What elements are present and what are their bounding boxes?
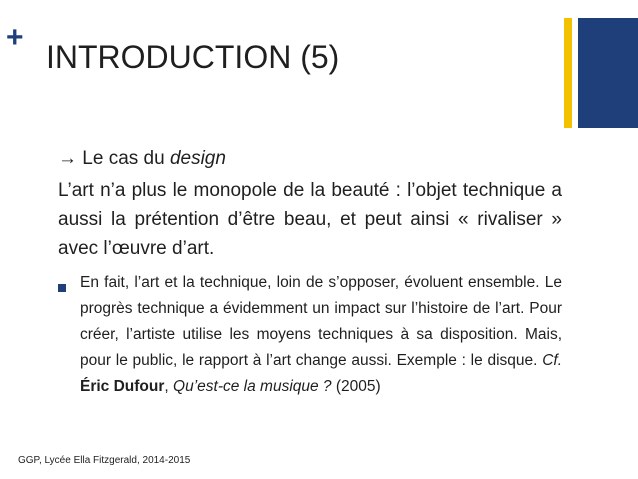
bullet-text: En fait, l’art et la technique, loin de s’opposer, évoluent ensemble. Le progrès technique a évidemment un impact sur l’histoire de l’art. Pour créer, l’artiste utilise les moyens techniques à sa disposition. Mais, pour le public, le rapport à l’art change aussi. Exemple : le disque. <box>80 274 562 369</box>
subheading-prefix: → Le cas du <box>58 148 170 169</box>
square-bullet-icon <box>58 284 66 292</box>
book-year: (2005) <box>331 378 381 395</box>
subheading <box>58 146 226 172</box>
book-title: Qu’est-ce la musique ? <box>173 378 332 395</box>
author-comma: , <box>164 378 169 395</box>
plus-icon: + <box>6 21 24 54</box>
slide-title: INTRODUCTION (5) <box>46 39 340 75</box>
decorative-yellow-bar <box>564 18 572 128</box>
slide-footer: GGP, Lycée Ella Fitzgerald, 2014-2015 <box>18 455 191 466</box>
subheading-italic: design <box>169 148 226 169</box>
body-paragraph: L’art n’a plus le monopole de la beauté : l’objet technique a aussi la prétention d’être beau, et peut ainsi « rivaliser » avec l’œuvre d’art. <box>58 180 562 259</box>
decorative-blue-block <box>578 18 638 128</box>
bullet-point <box>80 270 562 400</box>
cf-label: Cf. <box>542 352 562 369</box>
author-name: Éric Dufour <box>80 378 165 395</box>
